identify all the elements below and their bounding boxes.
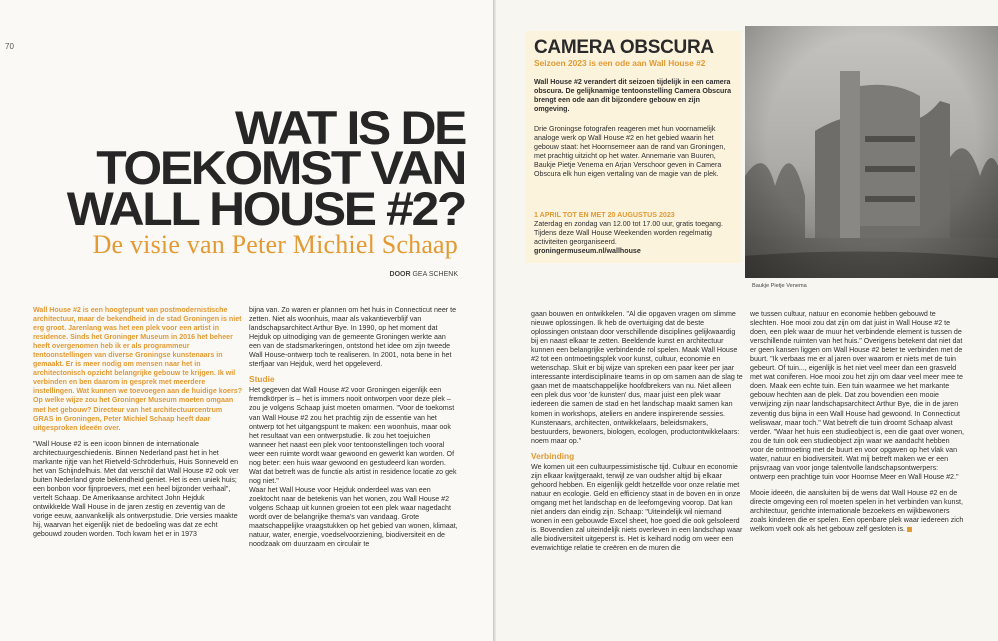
box-lead: Wall House #2 verandert dit seizoen tijdelijk in een camera obscura. De gelijknamige tentoonstelling Camera Obscura brengt een ode aan dit bijzondere gebouw en zijn omgeving. xyxy=(534,78,732,114)
byline xyxy=(0,271,458,278)
page-number: 70 xyxy=(5,42,14,51)
byline-door: DOOR xyxy=(389,271,411,278)
event-hours: Zaterdag en zondag van 12.00 tot 17.00 uur, gratis toegang. Tijdens deze Wall House Weekenden worden regelmatig activiteiten georganiseerd. xyxy=(534,220,723,247)
end-mark-icon xyxy=(907,527,912,532)
box-body: Drie Groningse fotografen reageren met hun voornamelijk analoge werk op Wall House #2 en het gebied waarin het gebouw staat: het Hoornsemeer aan de rand van Groningen, met prachtig uitzicht op het water. Annemarie van Buuren, Baukje Pietje Venema en Arjan Verschoor geven in Camera Obscura elk hun eigen vertaling van de magie van de plek. xyxy=(534,125,726,179)
box-subtitle: Seizoen 2023 is een ode aan Wall House #2 xyxy=(534,58,706,68)
left-column-2 xyxy=(249,306,459,549)
event-url[interactable]: groningermuseum.nl/wallhouse xyxy=(534,247,641,256)
event-dates: 1 APRIL TOT EN MET 20 AUGUSTUS 2023 xyxy=(534,211,675,219)
section-heading-studie: Studie xyxy=(249,374,275,385)
closing-paragraph xyxy=(750,489,964,534)
left-page xyxy=(0,0,493,641)
wall-house-photo xyxy=(745,26,998,278)
left-column-1 xyxy=(33,306,243,539)
headline xyxy=(46,101,465,235)
box-event-info xyxy=(534,211,734,256)
subtitle: De visie van Peter Michiel Schaap xyxy=(92,230,458,259)
body-paragraph: Het gegeven dat Wall House #2 voor Groningen eigenlijk een fremdkörper is – het is immers nooit ontworpen voor deze plek – zou je volgens Schaap juist moeten omarmen. "Voor de toekomst van Wall House #2 zou het prachtig zijn de essentie van het ontwerp tot het uitgangspunt te maken: een woonhuis, maar ook het resultaat van een ontwerpstudie. Ik zou het toejuichen wanneer het naast een plek voor tentoonstellingen toch vooral weer een ruimte wordt waar gewoond en gewerkt kan worden. Of nog beter: een huis waar gewoond en gestudeerd kan worden. Wat dat betreft was de functie als artist in residence locatie zo gek nog niet." xyxy=(249,386,457,485)
body-paragraph: gaan bouwen en ontwikkelen. "Al die opgaven vragen om slimme nieuwe oplossingen. Ik heb de overtuiging dat de beste oplossingen ontstaan door verschillende disciplines gelijkwaardig bij en naast elkaar te zetten. Beeldende kunst en architectuur kunnen een belangrijke verbindende rol spelen. Maak Wall House #2 tot een ontmoetingsplek voor kunst, cultuur, economie en wetenschap. Sluit er bij wijze van spreken een paar keer per jaar interessante interdisciplinaire teams in op om samen aan de slag te gaan met de maatschappelijke hoofdbrekers van nu. Niet alleen een plek dus voor 'de kunsten' dus, maar juist een plek waar iedereen die samen de stad en het landschap maakt samen kan komen in workshops, ateliers en andere inspirerende sessies. Kunstenaars, architecten, ontwikkelaars, beleidsmakers, bestuurders, bewoners, biologen, ecologen, productontwikkelaars: noem maar op." xyxy=(531,310,743,445)
body-paragraph: We komen uit een cultuurpessimistische tijd. Cultuur en economie zijn elkaar kwijtgeraakt, terwijl ze van oudsher altijd bij elkaar gehoord hebben. En eigenlijk geldt hetzelfde voor onze relatie met natuur en ecologie. Geld en efficiency staat in de boven en in onze omgang met het landschap en de leefomgeving voorop. Dat kan niet anders dan eindig zijn. Schaap: "Uiteindelijk wil niemand wonen in een gebouwde Excel sheet, hoe goed die ook gelsoleerd is. Bovendien zal uiteindelijk niets overleven in een landschap waar alle biodiversiteit uitgeperst is. Het is keihard nodig om weer een evenwichtige relatie te creëren en de muren die xyxy=(531,462,743,553)
right-column-1 xyxy=(531,310,743,553)
closing-text: Mooie ideeën, die aansluiten bij de wens dat Wall House #2 en de directe omgeving een rol moeten spelen in het verbinden van kunst, architectuur, gerichte internationale bezoekers en wijkbewoners zoals kinderen die er spelen. Een openbare plek waar iedereen zich welkom voelt ook als het gebouw zelf gesloten is. xyxy=(750,488,964,534)
headline-line-2: TOEKOMST VAN xyxy=(96,141,465,195)
headline-line-1: WAT IS DE xyxy=(235,101,465,154)
byline-author: GEA SCHENK xyxy=(412,271,458,278)
right-column-2 xyxy=(750,310,964,534)
body-paragraph: bijna van. Zo waren er plannen om het huis in Connecticut neer te zetten. Niet als woonhuis, maar als vakantieverblijf van landschapsarchitect Arthur Bye. In 1990, op het moment dat Hejduk op uitnodiging van de gemeente Groningen werkte aan een van de stadsmarkeringen, ontstond het idee om zijn tweede Wall House-ontwerp toch te realiseren. In 2001, nota bene in het sterfjaar van Hejduk, werd het opgeleverd. xyxy=(249,306,457,369)
headline-line-3: WALL HOUSE #2? xyxy=(66,181,465,235)
section-heading-verbinding: Verbinding xyxy=(531,450,575,461)
photo-caption: Baukje Pietje Venema xyxy=(752,283,807,289)
body-paragraph: "Wall House #2 is een icoon binnen de internationale architectuurgeschiedenis. Binnen Nederland past het in het markante rijtje van het Rietveld-Schröderhuis, Huis Sonneveld en het van Schijndelhuis. Met dat verschil dat Wall House #2 ook ver buiten Nederland grote bekendheid geniet. Het is een uniek huis; een bonbon voor fijnproevers, met een heel bijzonder verhaal", vertelt Schaap. De Amerikaanse architect John Hejduk ontwikkelde Wall House in de jaren zestig en zeventig van de vorige eeuw, aanvankelijk als ontwerpstudie. Drie versies maakte hij, waarvan het eigenlijk niet de bedoeling was dat ze echt gebouwd zouden worden. Toch kwam het er in 1973 xyxy=(33,439,239,539)
intro-paragraph: Wall House #2 is een hoogtepunt van postmodernistische architectuur, maar de bekendheid in de stad Groningen is niet erg groot. Jarenlang was het een plek voor een artist in residence. Sinds het Groninger Museum in 2016 het beheer heeft overgenomen heb ik er als programmeur tentoonstellingen van diverse Groningse kunstenaars in gemaakt. Er is meer nodig om mensen naar het in architectonisch opzicht belangrijke gebouw te krijgen. Ik wil verbinden en ben daarom in gesprek met meerdere instellingen. Wat kunnen we toevoegen aan de huidige koers? Op welke wijze zou het Groninger Museum moeten omgaan met het gebouw? Directeur van het architectuurcentrum GRAS in Groningen, Peter Michiel Schaap heeft daar uitgesproken ideeën over. xyxy=(33,306,243,432)
body-paragraph: we tussen cultuur, natuur en economie hebben gebouwd te slechten. Hoe mooi zou dat zijn om dat juist in Wall House #2 te doen, een plek waar de muur het verbindende element is tussen de verschillende ruimten van het huis." Overigens betekent dat niet dat er geen kansen liggen om Wall House #2 beter te verbinden met de buurt. "Ik verbaas me er al jaren over waarom er niets met de tuin gebeurt. Of tuin..., eigenlijk is het niet veel meer dan een grasveld met wat coniferen. Hoe mooi zou het zijn om daar veel meer mee te doen. Maak een echte tuin. Een tuin waarmee we het markante gebouw hechten aan de plek. Dat zou bovendien een mooie verwijzing zijn naar landschapsarchitect Arthur Bye, die in de jaren zeventig dus bijna in een Wall House had gewoond. In Connecticut weliswaar, maar toch." Wat betreft die tuin droomt Schaap alvast verder. "Waar het huis een studieobject is, een die gaat over wonen, zou de tuin ook een studieobject zijn waar we aandacht hebben voor de ontmoeting met de buurt en voor opgaven op het vlak van water, natuur en biodiversiteit. Wat mij betreft maken we er een prijsvraag van voor jonge talentvolle landschapsontwerpers: ontwerp een prachtige tuin voor Hoornse Meer en Wall House #2." xyxy=(750,310,965,481)
building-photo-image xyxy=(745,26,998,278)
box-title: CAMERA OBSCURA xyxy=(534,37,714,58)
body-paragraph: Waar het Wall House voor Hejduk onderdeel was van een zoektocht naar de betekenis van het wonen, zou Wall House #2 volgens Schaap uit kunnen groeien tot een plek waar nagedacht wordt over de belangrijke thema's van vandaag. Grote maatschappelijke vraagstukken op het gebied van wonen, klimaat, natuur, water, energie, voedselvoorziening, biodiversiteit en de noodzaak om duurzaam en circulair te xyxy=(249,485,458,549)
